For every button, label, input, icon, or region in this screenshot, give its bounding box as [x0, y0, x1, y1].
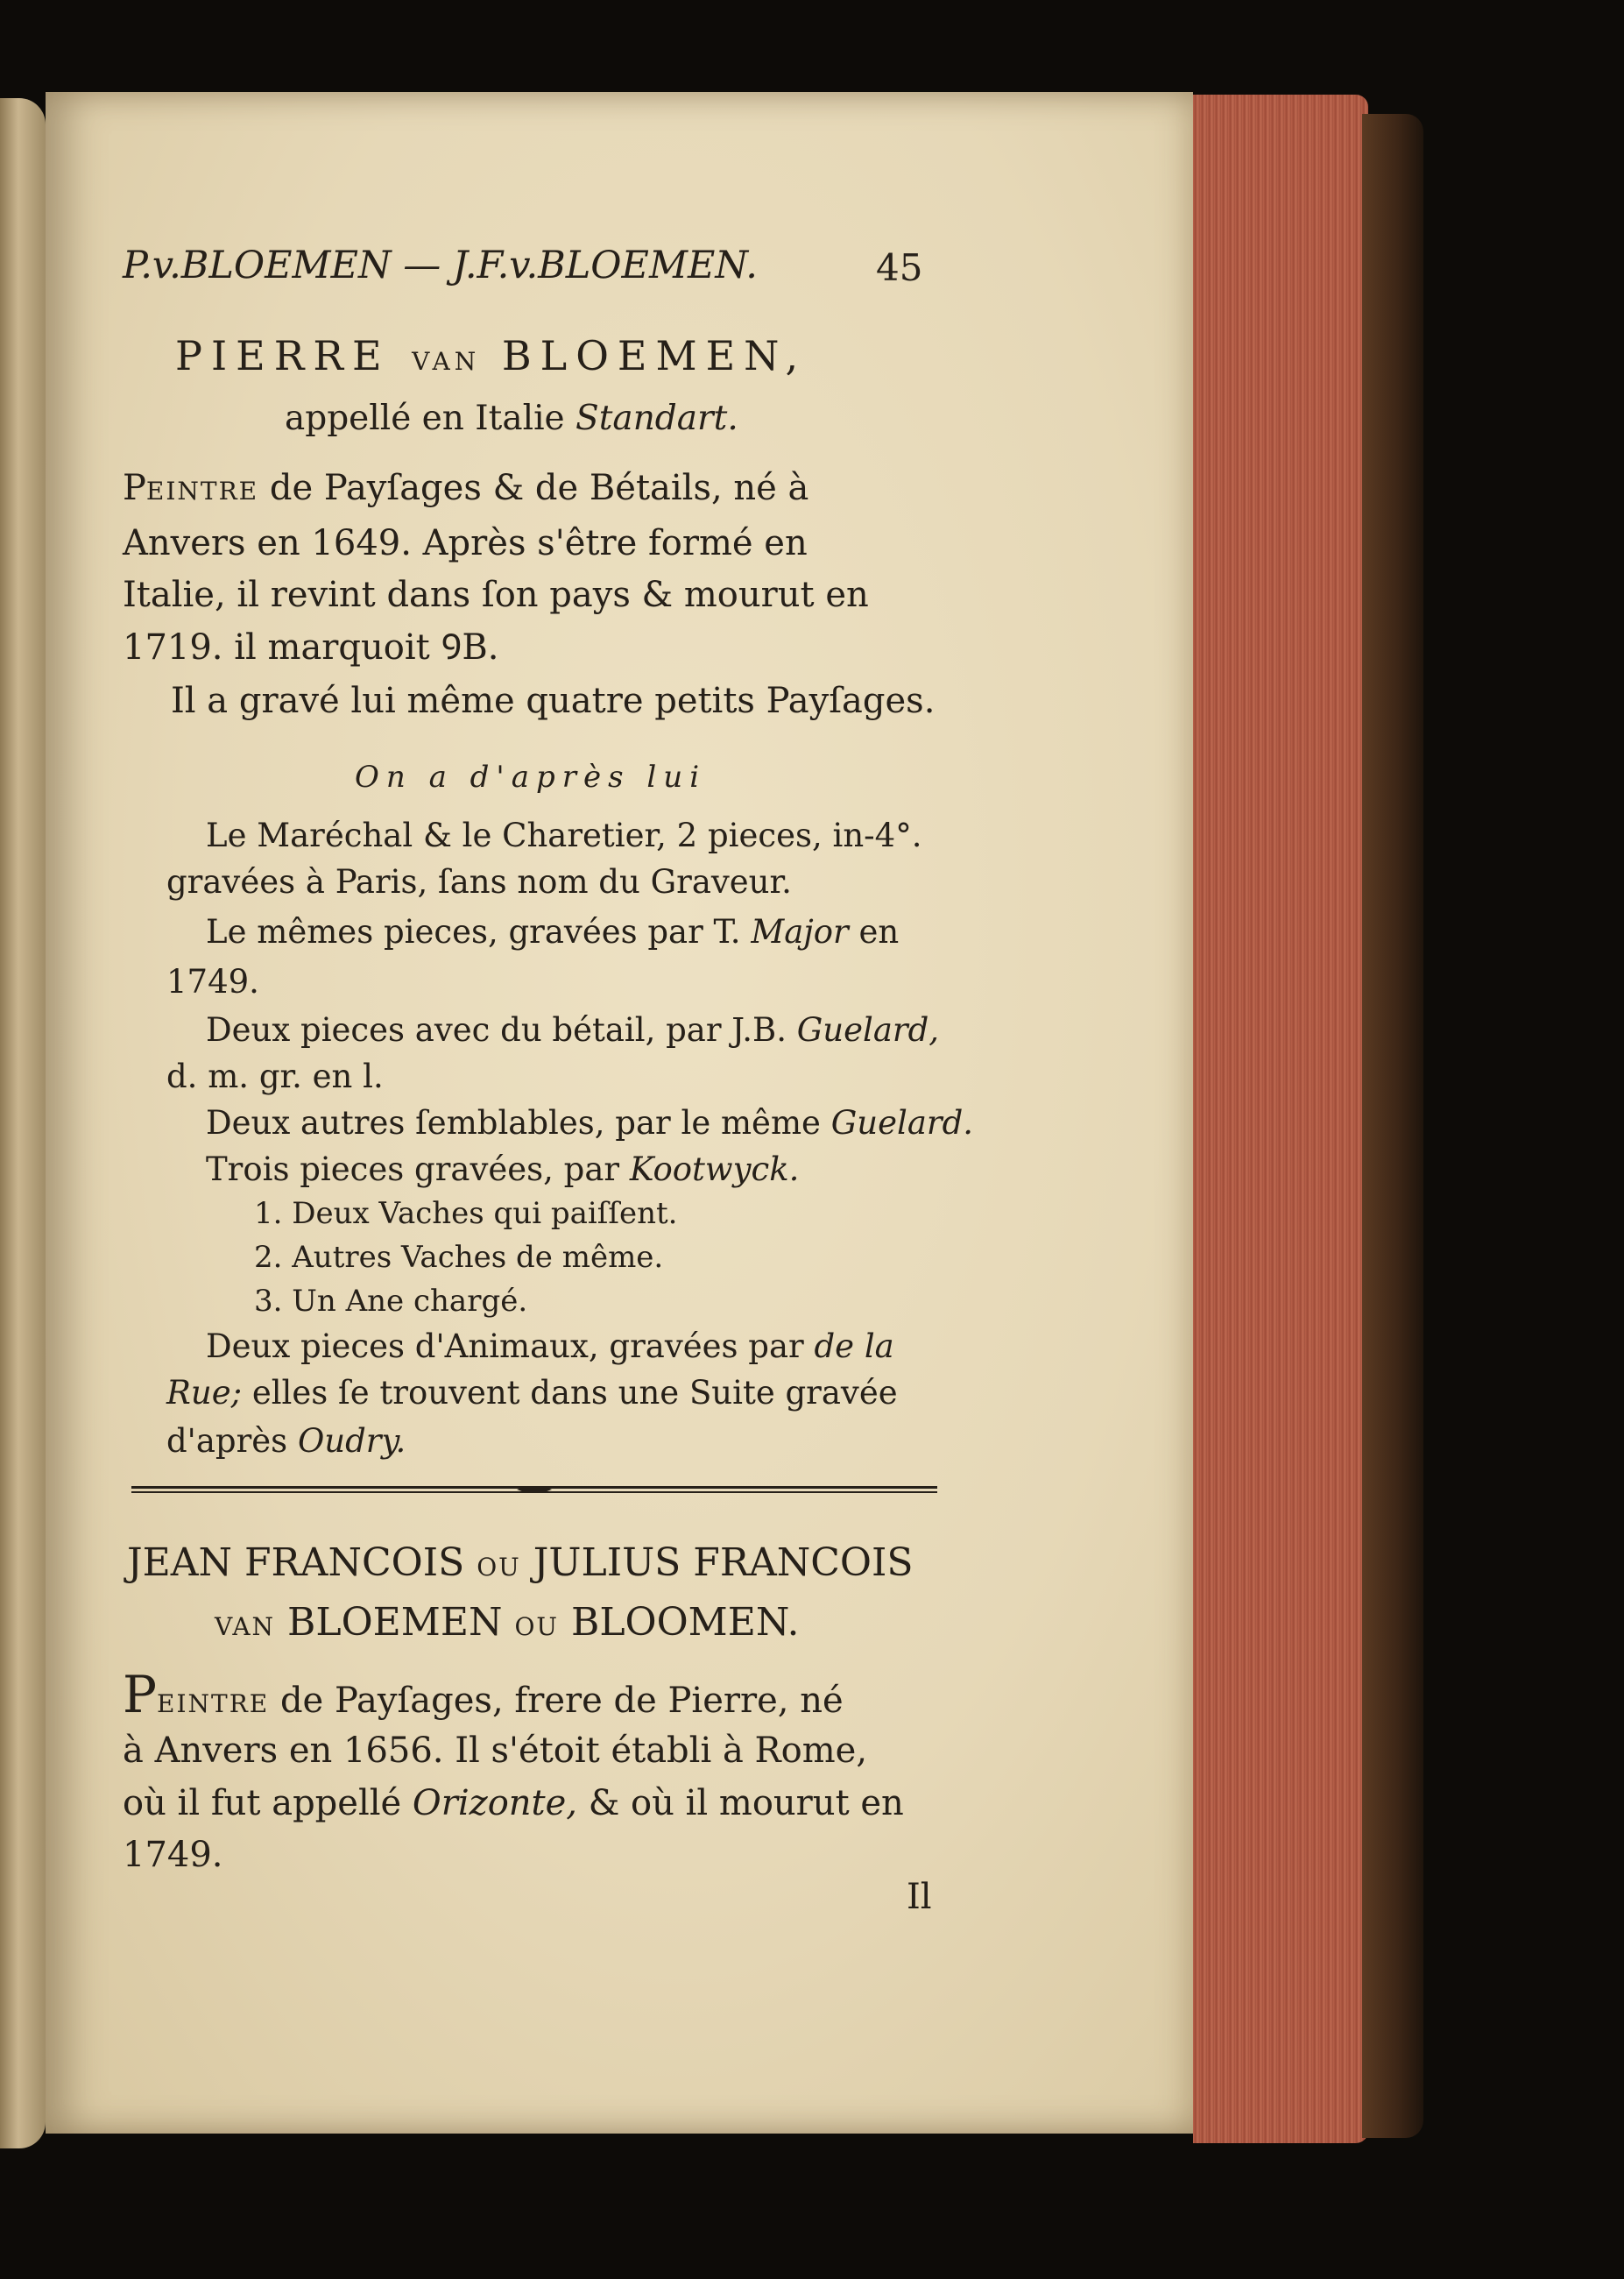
work-line: Le mêmes pieces, gravées par T. Major en [206, 913, 900, 951]
entry1-para-line: PEINTRE de Payſages & de Bétails, né à [123, 468, 809, 508]
work-line: Le Maréchal & le Charetier, 2 pieces, in-4°. [206, 817, 922, 854]
work-subitem: 2. Autres Vaches de même. [254, 1240, 664, 1275]
entry2-para-line: à Anvers en 1656. Il s'étoit établi à Rome, [123, 1730, 868, 1771]
entry1-engraved-line: Il a gravé lui même quatre petits Payſages. [171, 681, 936, 721]
running-head: P.v.BLOEMEN — J.F.v.BLOEMEN. [123, 244, 758, 287]
entry1-heading: PIERRE VAN BLOEMEN, [175, 332, 808, 379]
work-line: d. m. gr. en l. [166, 1058, 384, 1095]
work-line: 1749. [166, 963, 259, 1001]
entry2-para-line: 1749. [123, 1835, 223, 1875]
page-number: 45 [876, 246, 923, 289]
entry2-heading-line1: JEAN FRANCOIS OU JULIUS FRANCOIS [127, 1540, 914, 1585]
entry1-subheading: appellé en Italie Standart. [285, 399, 738, 438]
work-line: Trois pieces gravées, par Kootwyck. [206, 1150, 800, 1188]
work-subitem: 1. Deux Vaches qui paiſſent. [254, 1196, 678, 1231]
book-cover [1362, 114, 1423, 2138]
catchword: Il [907, 1877, 932, 1917]
work-line: Deux autres ſemblables, par le même Guelard. [206, 1104, 974, 1142]
entry1-para-line: Anvers en 1649. Après s'être formé en [123, 523, 808, 563]
entry2-para-line: PEINTRE de Payſages, frere de Pierre, né [123, 1665, 844, 1724]
entry2-para-line: où il fut appellé Orizonte, & où il mourut en [123, 1783, 904, 1823]
entry2-heading-line2: VAN BLOEMEN OU BLOOMEN. [215, 1600, 800, 1645]
after-heading: On a d'après lui [355, 760, 707, 795]
entry1-para-line: 1719. il marquoit ꝮB. [123, 627, 499, 668]
facing-page-edge [0, 98, 46, 2148]
section-divider-ornament [131, 1483, 937, 1496]
entry1-para-line: Italie, il revint dans ſon pays & mourut en [123, 575, 869, 615]
work-line: Rue; elles ſe trouvent dans une Suite gravée [166, 1374, 898, 1412]
page-block-red-edge [1193, 95, 1368, 2143]
work-line: gravées à Paris, ſans nom du Graveur. [166, 863, 792, 901]
work-line: d'après Oudry. [166, 1422, 406, 1460]
work-line: Deux pieces d'Animaux, gravées par de la [206, 1327, 894, 1365]
work-subitem: 3. Un Ane chargé. [254, 1284, 528, 1319]
work-line: Deux pieces avec du bétail, par J.B. Guelard, [206, 1011, 940, 1049]
